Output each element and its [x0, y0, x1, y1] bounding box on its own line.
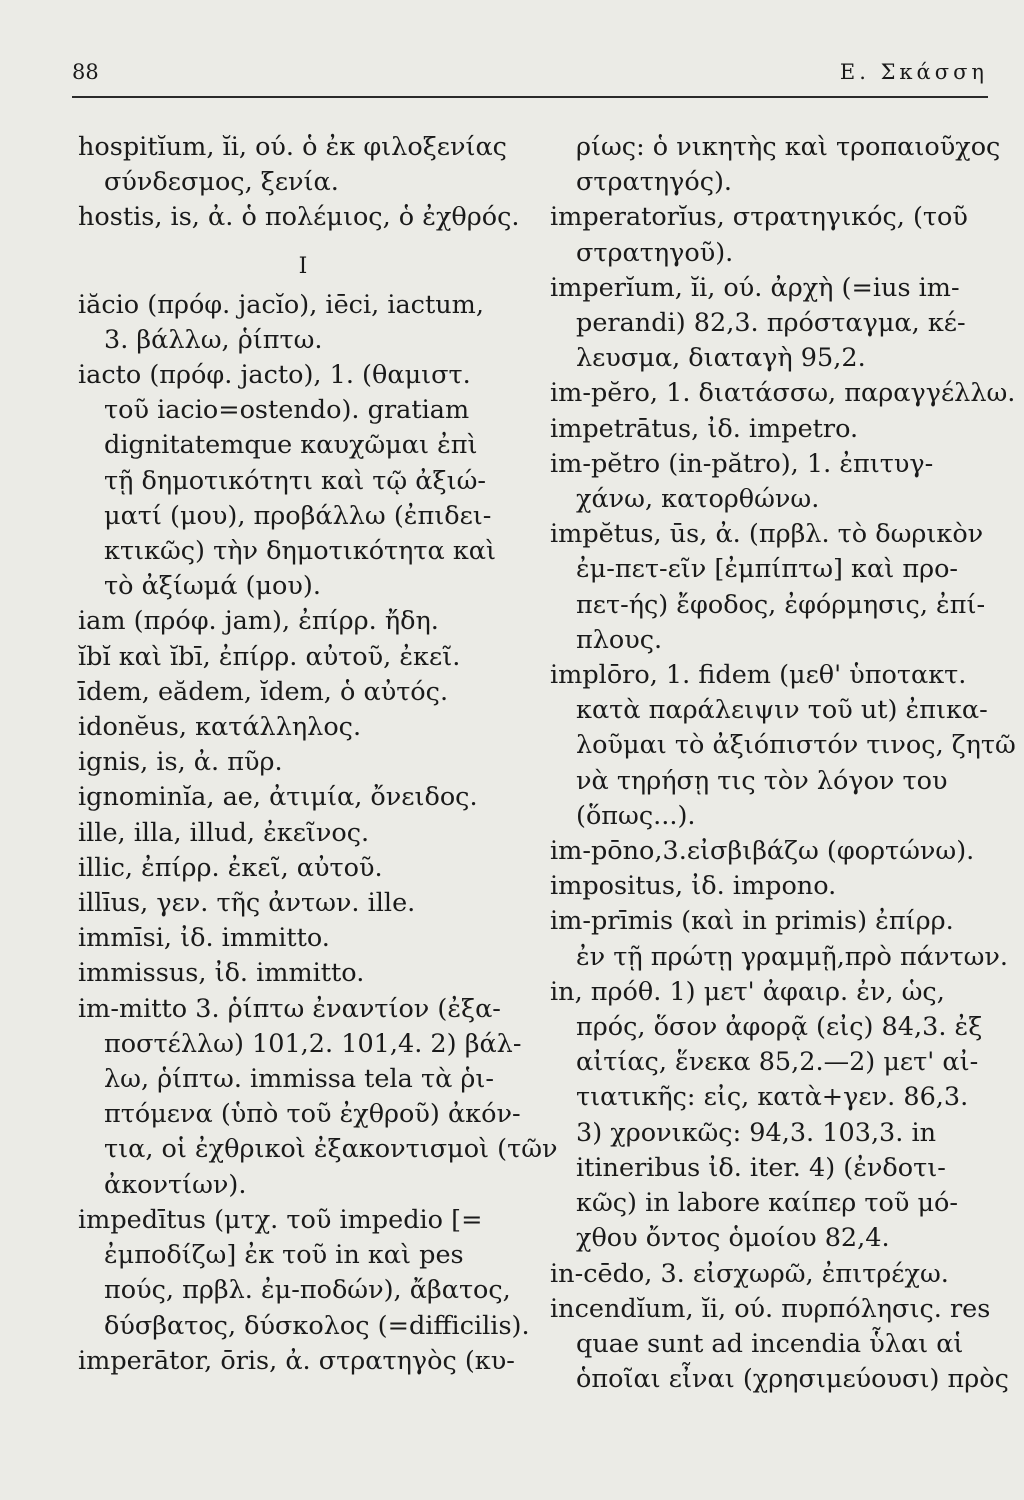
entry-line: īdem, eădem, ĭdem, ὁ αὐτός. [78, 676, 449, 707]
entry-line: πλους. [576, 624, 663, 655]
entry-line: im-pōno,3.εἰσβιβάζω (φορτώνω). [550, 836, 975, 867]
dictionary-entry [550, 869, 1000, 904]
dictionary-entry [550, 447, 1000, 517]
dictionary-entry [78, 992, 558, 1203]
dictionary-entry [78, 921, 528, 956]
dictionary-entry [550, 658, 1016, 834]
left-entries-before [78, 130, 528, 236]
entry-line: ignominĭa, ae, ἀτιμία, ὄνειδος. [78, 782, 478, 813]
entry-line: πτόμενα (ὑπὸ τοῦ ἐχθροῦ) ἀκόν- [104, 1099, 521, 1130]
entry-line: idonĕus, κατάλληλος. [78, 712, 362, 743]
entry-line: στρατηγοῦ). [576, 237, 734, 268]
entry-line: incendĭum, ĭi, ού. πυρπόλησις. res [550, 1293, 991, 1324]
section-letter: I [298, 253, 308, 279]
entry-line: imperĭum, ĭi, ού. ἀρχὴ (=ius im- [550, 272, 960, 303]
entry-line: ille, illa, illud, ἐκεῖνος. [78, 817, 370, 848]
entry-line: αἰτίας, ἕνεκα 85,2.—2) μετ' αἰ- [576, 1047, 979, 1078]
entry-line: in-cēdo, 3. εἰσχωρῶ, ἐπιτρέχω. [550, 1258, 949, 1289]
entry-line: κτικῶς) τὴν δημοτικότητα καὶ [104, 536, 497, 567]
entry-line: hostis, is, ἀ. ὁ πολέμιος, ὁ ἐχθρός. [78, 202, 520, 233]
entry-line: ὁποῖαι εἶναι (χρησιμεύουσι) πρὸς [576, 1364, 1009, 1395]
entry-line: τῇ δημοτικότητι καὶ τῷ ἀξιώ- [104, 465, 486, 496]
dictionary-entry [78, 358, 528, 604]
entry-line: implōro, 1. fidem (μεθ' ὑποτακτ. [550, 660, 967, 691]
left-column [78, 130, 558, 1379]
dictionary-entry [550, 412, 1000, 447]
dictionary-entry [78, 816, 528, 851]
entry-line: impetrātus, ἰδ. impetro. [550, 413, 859, 444]
entry-line: λω, ῥίπτω. immissa tela τὰ ῥι- [104, 1064, 495, 1095]
entry-line: dignitatemque καυχῶμαι ἐπὶ [104, 430, 478, 461]
entry-line: λευσμα, διαταγὴ 95,2. [576, 343, 866, 374]
entry-line: illīus, γεν. τῆς ἀντων. ille. [78, 888, 416, 919]
entry-line: hospitĭum, ĭi, ού. ὁ ἐκ φιλοξενίας [78, 132, 507, 162]
entry-line: immīsi, ἰδ. immitto. [78, 923, 330, 954]
entry-line: 3. βάλλω, ῥίπτω. [104, 324, 323, 355]
dictionary-entry [78, 288, 528, 358]
entry-line: iacto (πρόφ. jacto), 1. (θαμιστ. [78, 360, 471, 391]
entry-line: πετ-ής) ἔφοδος, ἐφόρμησις, ἐπί- [576, 589, 986, 620]
entry-line: τια, οἱ ἐχθρικοὶ ἐξακοντισμοὶ (τῶν [104, 1134, 558, 1165]
entry-line: iam (πρόφ. jam), ἐπίρρ. ἤδη. [78, 606, 439, 637]
entry-line: δύσβατος, δύσκολος (=difficilis). [104, 1310, 530, 1341]
entry-line: ἐμποδίζω] ἐκ τοῦ in καὶ pes [104, 1240, 464, 1271]
entry-line: ἐμ-πετ-εῖν [ἐμπίπτω] καὶ προ- [576, 554, 959, 585]
dictionary-entry [550, 834, 1000, 869]
dictionary-entry [78, 710, 528, 745]
entry-line: ρίως: ὁ νικητὴς καὶ τροπαιοῦχος [576, 132, 1001, 162]
entry-line: σύνδεσμος, ξενία. [104, 167, 339, 198]
page-header [72, 56, 988, 98]
entry-line: χάνω, κατορθώνω. [576, 484, 820, 515]
entry-line: im-pĕtro (in-pătro), 1. ἐπιτυγ- [550, 448, 934, 479]
entry-line: χθου ὄντος ὁμοίου 82,4. [576, 1223, 890, 1254]
entry-line: quae sunt ad incendia ὗλαι αἱ [576, 1328, 964, 1359]
entry-line: ignis, is, ἀ. πῦρ. [78, 747, 283, 778]
entry-line: im-prīmis (καὶ in primis) ἐπίρρ. [550, 906, 954, 937]
entry-line: λοῦμαι τὸ ἀξιόπιστόν τινος, ζητῶ [576, 730, 1016, 761]
dictionary-entry [550, 271, 1000, 377]
entry-line: im-mitto 3. ῥίπτω ἐναντίον (ἐξα- [78, 993, 501, 1024]
dictionary-entry [78, 130, 528, 200]
dictionary-entry [550, 517, 1000, 658]
entry-line: illic, ἐπίρρ. ἐκεῖ, αὐτοῦ. [78, 852, 383, 883]
dictionary-entry [78, 200, 528, 235]
entry-line: κῶς) in labore καίπερ τοῦ μό- [576, 1188, 959, 1219]
right-entries [550, 130, 1016, 1397]
running-head: Ε. Σκάσση [839, 60, 988, 84]
entry-line: imperātor, ōris, ἀ. στρατηγὸς (κυ- [78, 1345, 515, 1376]
entry-line: τιατικῆς: εἰς, κατὰ+γεν. 86,3. [576, 1082, 969, 1113]
dictionary-entry [78, 675, 528, 710]
entry-line: impedītus (μτχ. τοῦ impedio [= [78, 1204, 483, 1235]
entry-line: ἀκοντίων). [104, 1169, 247, 1200]
entry-line: impositus, ἰδ. impono. [550, 871, 837, 902]
entry-line: στρατηγός). [576, 167, 733, 198]
entry-line: πούς, πρβλ. ἐμ-ποδών), ἄβατος, [104, 1275, 511, 1306]
dictionary-entry [78, 851, 528, 886]
dictionary-entry [78, 886, 528, 921]
dictionary-entry [78, 1344, 528, 1379]
dictionary-entry [78, 780, 528, 815]
dictionary-entry [78, 745, 528, 780]
entry-line: immissus, ἰδ. immitto. [78, 958, 365, 989]
entry-line: ĭbĭ καὶ ĭbī, ἐπίρρ. αὐτοῦ, ἐκεῖ. [78, 641, 461, 672]
dictionary-entry [78, 1203, 528, 1344]
entry-line: itineribus ἰδ. iter. 4) (ἐνδοτι- [576, 1152, 946, 1183]
dictionary-entry [550, 376, 1016, 411]
dictionary-entry [550, 200, 1000, 270]
right-column [550, 130, 1016, 1397]
entry-line: κατὰ παράλειψιν τοῦ ut) ἐπικα- [576, 695, 988, 726]
entry-line: (ὅπως...). [576, 800, 696, 831]
entry-line: νὰ τηρήσῃ τις τὸν λόγον του [576, 765, 948, 796]
dictionary-entry [550, 904, 1008, 974]
dictionary-entry [78, 956, 528, 991]
entry-line: iăcio (πρόφ. jacĭo), iēci, iactum, [78, 289, 484, 320]
entry-line: perandi) 82,3. πρόσταγμα, κέ- [576, 308, 966, 339]
dictionary-entry [550, 1292, 1009, 1398]
entry-line: imperatorĭus, στρατηγικός, (τοῦ [550, 202, 968, 233]
entry-line: 3) χρονικῶς: 94,3. 103,3. in [576, 1117, 937, 1148]
dictionary-entry [550, 130, 1000, 200]
dictionary-entry [550, 1257, 1000, 1292]
entry-line: τοῦ iacio=ostendo). gratiam [104, 395, 470, 426]
dictionary-entry [78, 640, 528, 675]
entry-line: τὸ ἀξίωμά (μου). [104, 571, 321, 602]
entry-line: impĕtus, ūs, ἀ. (πρβλ. τὸ δωρικὸν [550, 519, 984, 550]
entry-line: ματί (μου), προβάλλω (ἐπιδει- [104, 500, 492, 531]
entry-line: ἐν τῇ πρώτῃ γραμμῇ,πρὸ πάντων. [576, 941, 1008, 972]
left-entries-after [78, 288, 558, 1379]
dictionary-entry [78, 604, 528, 639]
entry-line: ποστέλλω) 101,2. 101,4. 2) βάλ- [104, 1028, 522, 1059]
entry-line: πρός, ὅσον ἀφορᾷ (εἰς) 84,3. ἐξ [576, 1012, 983, 1043]
page-number: 88 [72, 60, 99, 84]
entry-line: in, πρόθ. 1) μετ' ἀφαιρ. ἐν, ὡς, [550, 976, 945, 1007]
dictionary-entry [550, 975, 1000, 1257]
entry-line: im-pĕro, 1. διατάσσω, παραγγέλλω. [550, 378, 1016, 409]
